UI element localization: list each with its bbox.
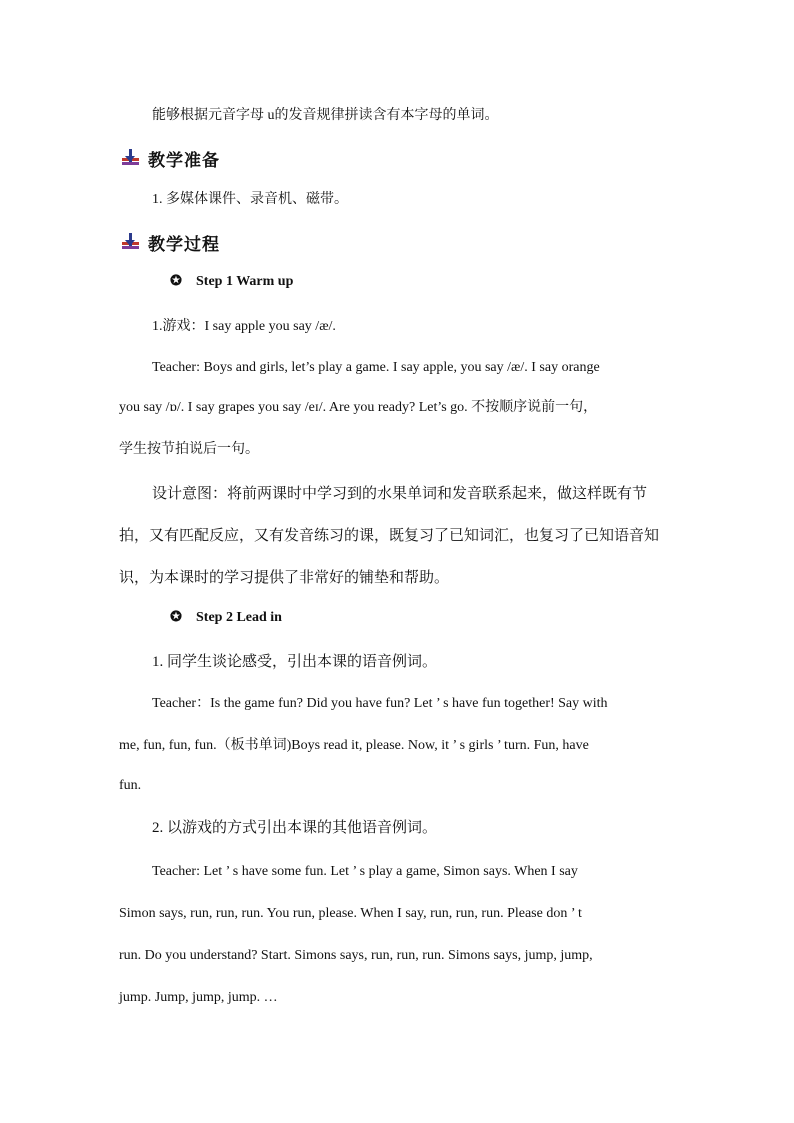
lead-in-point-1: 1. 同学生谈论感受，引出本课的语音例词。: [152, 654, 438, 670]
game-line: 1.游戏：I say apple you say /æ/.: [152, 319, 336, 334]
teacher-text-line: Teacher：Is the game fun? Did you have fun? Let ’ s have fun together! Say with: [152, 696, 608, 711]
lead-in-point-2: 2. 以游戏的方式引出本课的其他语音例词。: [152, 820, 438, 836]
star-bullet-icon: ✪: [170, 610, 182, 625]
arrow-bullet-icon: [120, 148, 142, 168]
intro-paragraph: 能够根据元音字母 u的发音规律拼读含有本字母的单词。: [152, 108, 499, 123]
section-title: 教学准备: [148, 150, 220, 170]
star-bullet-icon: ✪: [170, 274, 182, 289]
section-title: 教学过程: [148, 234, 220, 254]
design-intent-line: 设计意图：将前两课时中学习到的水果单词和发音联系起来，做这样既有节: [152, 486, 648, 502]
step-heading-2: [168, 610, 282, 626]
teacher-text-line: 学生按节拍说后一句。: [119, 442, 259, 457]
step-heading-1: [168, 274, 293, 290]
teacher-text-line: Simon says, run, run, run. You run, please. When I say, run, run, run. Please don ’ t: [119, 906, 582, 921]
step-title: Step 1 Warm up: [196, 274, 294, 289]
teacher-text-line: fun.: [119, 778, 142, 793]
arrow-bullet-icon: [120, 232, 142, 252]
design-intent-line: 拍，又有匹配反应，又有发音练习的课，既复习了已知词汇，也复习了已知语音知: [119, 528, 660, 544]
preparation-item: 1. 多媒体课件、录音机、磁带。: [152, 192, 348, 207]
teacher-text-line: jump. Jump, jump, jump. …: [119, 990, 278, 1005]
teacher-text-line: Teacher: Let ’ s have some fun. Let ’ s play a game, Simon says. When I say: [152, 864, 578, 879]
section-heading-process: [120, 230, 220, 254]
teacher-text-line: you say /ɒ/. I say grapes you say /eɪ/. Are you ready? Let’s go. 不按顺序说前一句，: [119, 400, 598, 415]
design-intent-line: 识，为本课时的学习提供了非常好的铺垫和帮助。: [119, 570, 450, 586]
teacher-text-line: me, fun, fun, fun.（板书单词)Boys read it, please. Now, it ’ s girls ’ turn. Fun, have: [119, 738, 589, 753]
teacher-text-line: Teacher: Boys and girls, let’s play a game. I say apple, you say /æ/. I say orange: [152, 360, 600, 375]
step-title: Step 2 Lead in: [196, 610, 282, 625]
section-heading-preparation: [120, 146, 220, 170]
teacher-text-line: run. Do you understand? Start. Simons says, run, run, run. Simons says, jump, jump,: [119, 948, 593, 963]
